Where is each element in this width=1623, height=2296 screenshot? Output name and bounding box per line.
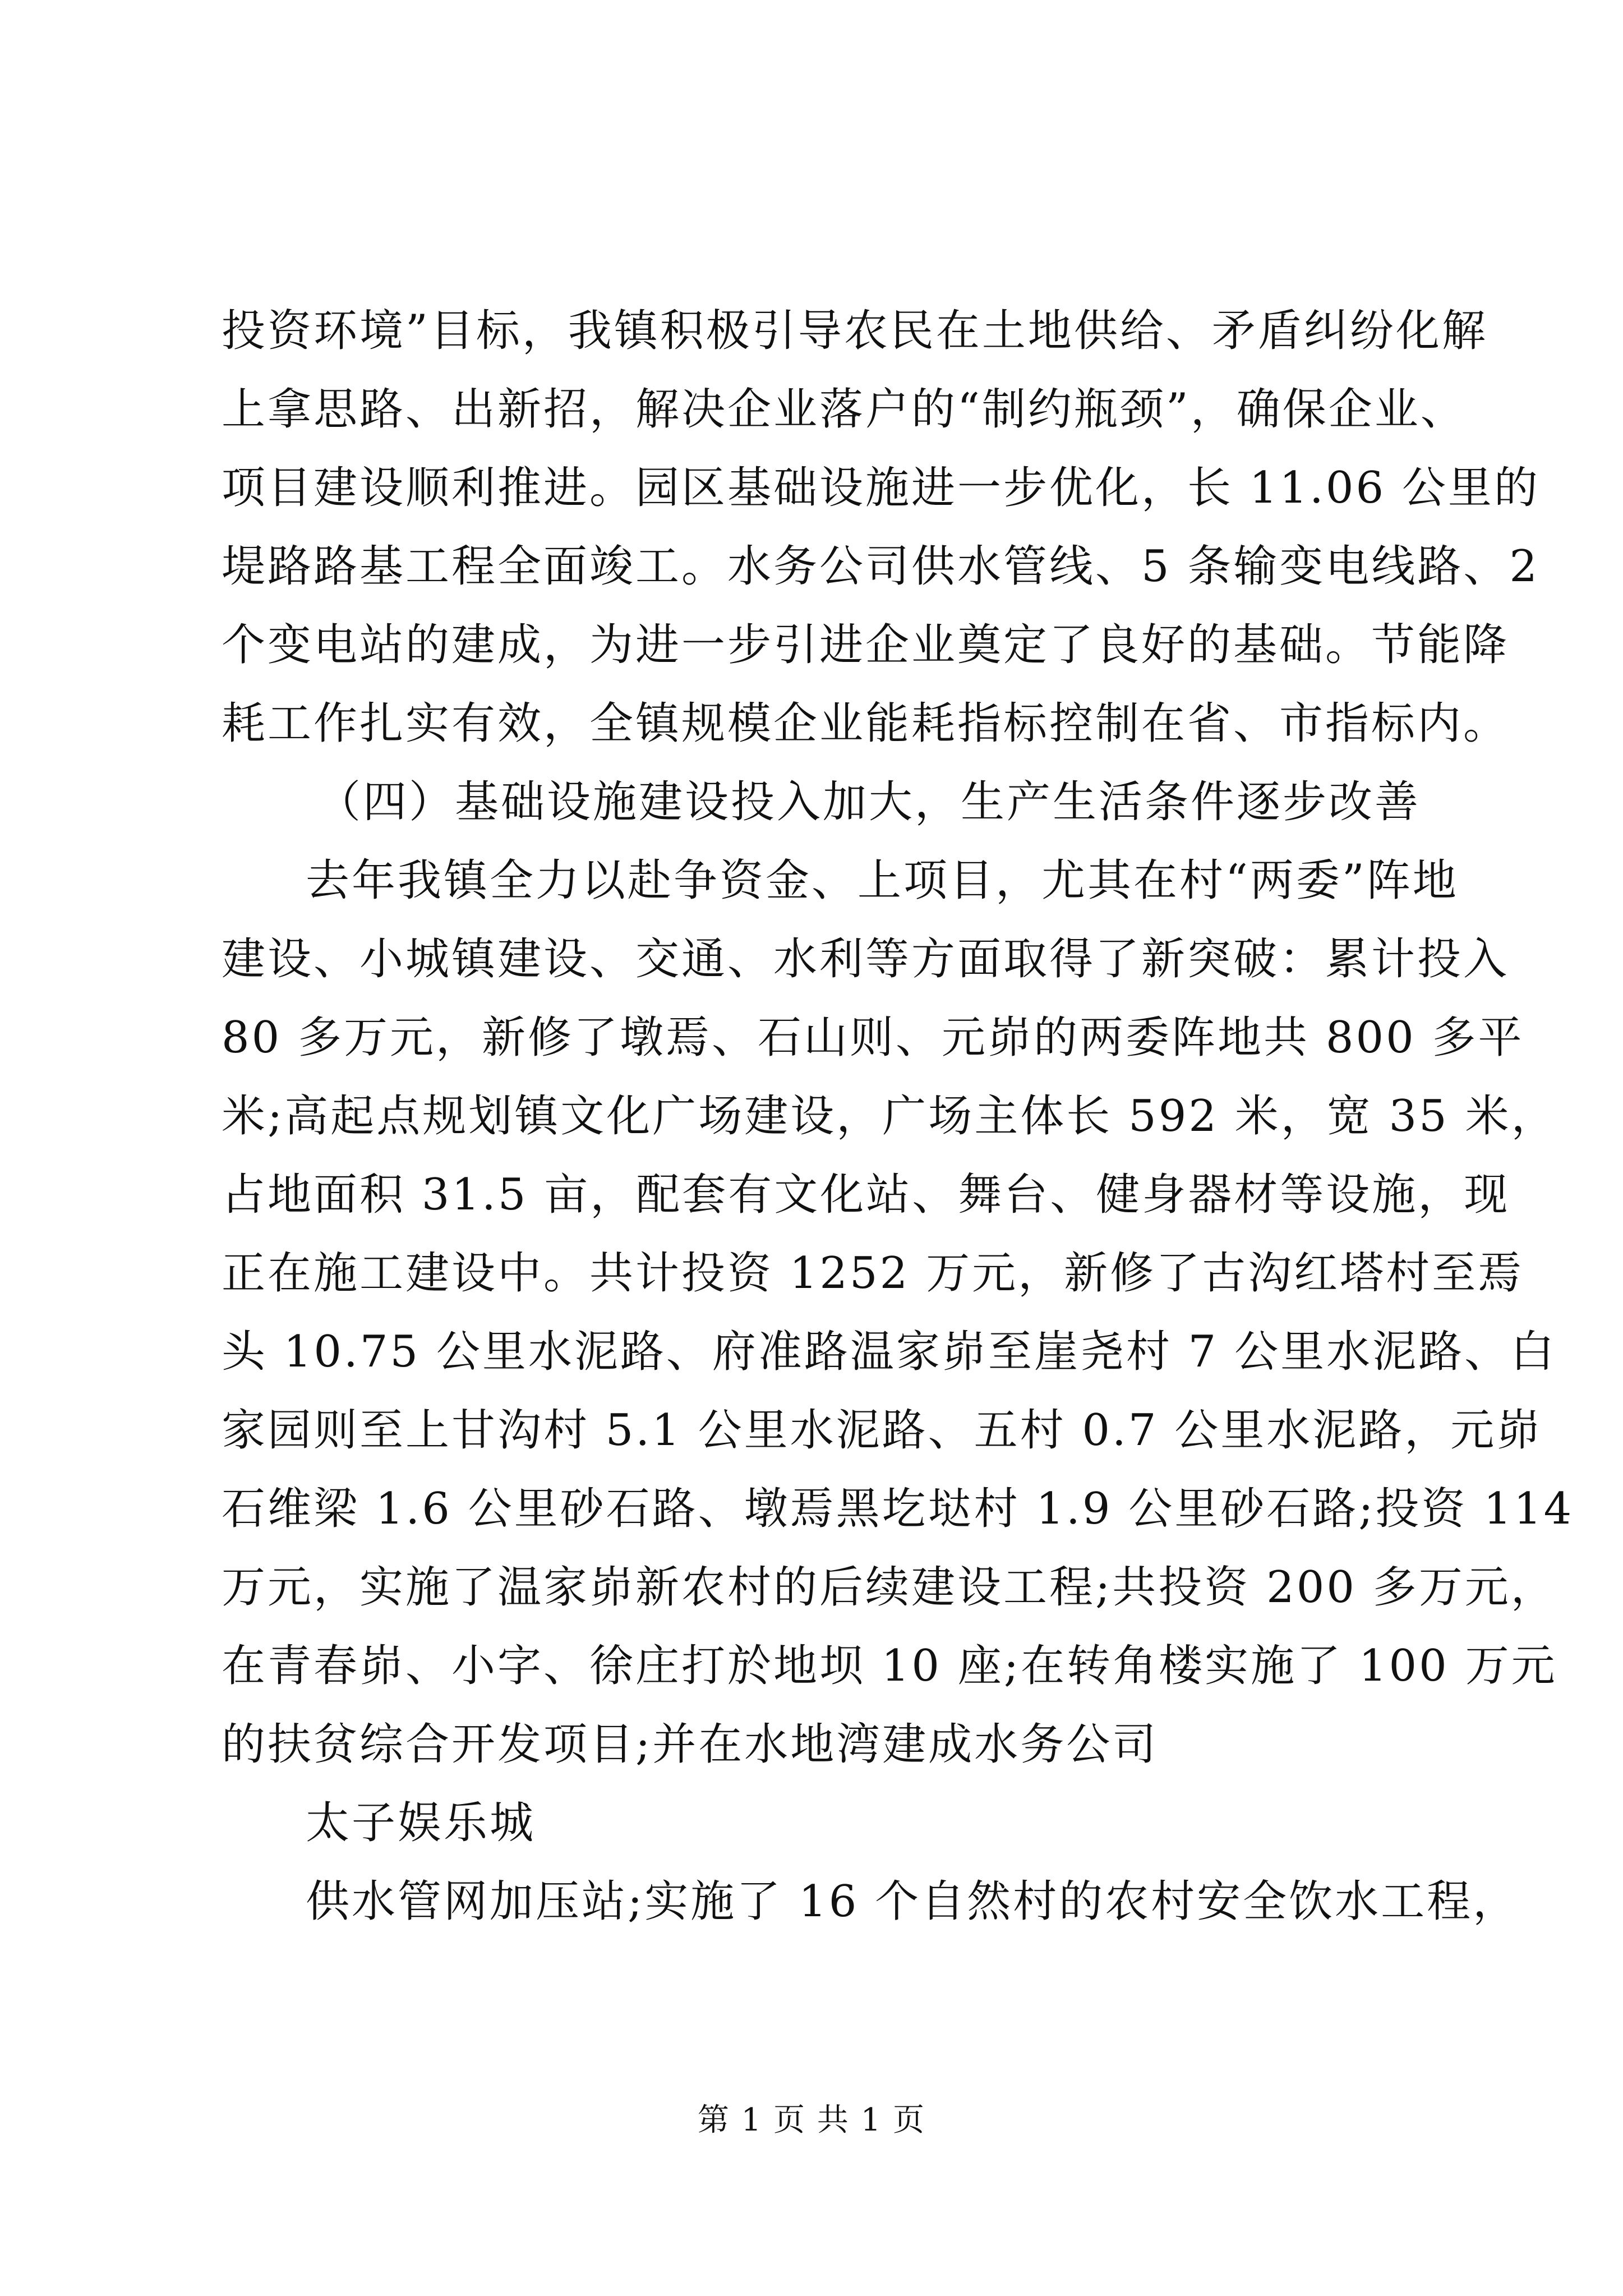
text-line: 正在施工建设中。共计投资 1252 万元，新修了古沟红塔村至焉: [222, 1248, 1524, 1299]
inserted-text-line: 太子娱乐城: [306, 1798, 536, 1848]
text-line: 堤路路基工程全面竣工。水务公司供水管线、5 条输变电线路、2: [222, 541, 1540, 592]
text-line: 石维梁 1.6 公里砂石路、墩焉黑圪垯村 1.9 公里砂石路;投资 114: [222, 1484, 1574, 1534]
text-line: 的扶贫综合开发项目;并在水地湾建成水务公司: [222, 1719, 1159, 1770]
text-line: 米;高起点规划镇文化广场建设，广场主体长 592 米，宽 35 米，: [222, 1091, 1557, 1142]
page-footer: 第 1 页 共 1 页: [697, 2102, 926, 2138]
text-line: 耗工作扎实有效，全镇规模企业能耗指标控制在省、市指标内。: [222, 698, 1510, 749]
text-line: 万元，实施了温家峁新农村的后续建设工程;共投资 200 多万元，: [222, 1562, 1557, 1613]
text-line: 头 10.75 公里水泥路、府准路温家峁至崖尧村 7 公里水泥路、白: [222, 1327, 1557, 1377]
paragraph-first-line: 供水管网加压站;实施了 16 个自然村的农村安全饮水工程，: [306, 1876, 1519, 1927]
text-line: 个变电站的建成，为进一步引进企业奠定了良好的基础。节能降: [222, 620, 1510, 670]
text-line: 建设、小城镇建设、交通、水利等方面取得了新突破：累计投入: [222, 934, 1510, 984]
text-line: 上拿思路、出新招，解决企业落户的“制约瓶颈”，确保企业、: [222, 384, 1467, 435]
paragraph-first-line: 去年我镇全力以赴争资金、上项目，尤其在村“两委”阵地: [306, 855, 1459, 906]
section-heading: （四）基础设施建设投入加大，生产生活条件逐步改善: [317, 777, 1421, 827]
text-line: 占地面积 31.5 亩，配套有文化站、舞台、健身器材等设施，现: [222, 1170, 1510, 1220]
text-line: 家园则至上甘沟村 5.1 公里水泥路、五村 0.7 公里水泥路，元峁: [222, 1405, 1543, 1456]
text-line: 投资环境”目标，我镇积极引导农民在土地供给、矛盾纠纷化解: [222, 306, 1488, 356]
text-line: 项目建设顺利推进。园区基础设施进一步优化，长 11.06 公里的: [222, 463, 1540, 513]
document-body: [222, 292, 1574, 1941]
text-line: 在青春峁、小字、徐庄打於地坝 10 座;在转角楼实施了 100 万元: [222, 1641, 1557, 1691]
text-line: 80 多万元，新修了墩焉、石山则、元峁的两委阵地共 800 多平: [222, 1013, 1524, 1063]
